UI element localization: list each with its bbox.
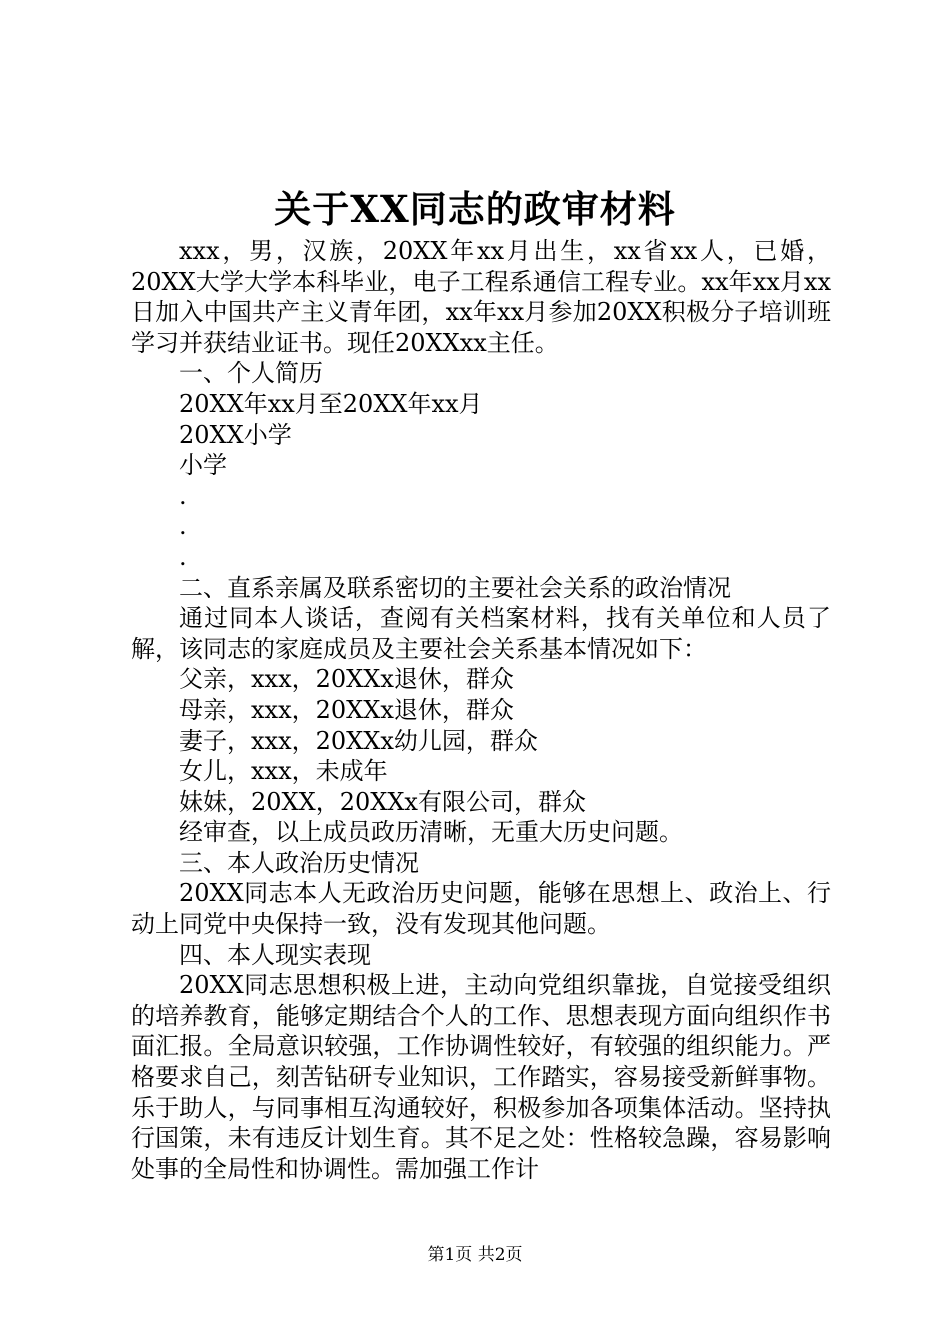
family-member-line: 父亲，xxx，20XXx退休，群众 bbox=[179, 665, 514, 694]
intro-paragraph: xxx，男，汉族，20XX年xx月出生，xx省xx人，已婚，20XX大学大学本科毕业，电子工程系通信工程专业。xx年xx月xx日加入中国共产主义青年团，xx年xx月参加20XX积极分子培训班学习并获结业证书。现任20XXxx主任。 bbox=[131, 237, 831, 357]
page-number-footer: 第1页 共2页 bbox=[427, 1245, 523, 1265]
section-heading-performance: 四、本人现实表现 bbox=[179, 940, 371, 969]
ellipsis-dot: . bbox=[179, 481, 187, 510]
section-heading-political-history: 三、本人政治历史情况 bbox=[179, 848, 419, 877]
political-history-paragraph: 20XX同志本人无政治历史问题，能够在思想上、政治上、行动上同党中央保持一致，没有发现其他问题。 bbox=[131, 879, 831, 939]
resume-line: 小学 bbox=[179, 451, 227, 480]
resume-line: 20XX小学 bbox=[179, 420, 292, 449]
resume-line: 20XX年xx月至20XX年xx月 bbox=[179, 389, 483, 418]
ellipsis-dot: . bbox=[179, 512, 187, 541]
family-member-line: 妹妹，20XX，20XXx有限公司，群众 bbox=[179, 787, 586, 816]
relatives-intro-paragraph: 通过同本人谈话，查阅有关档案材料，找有关单位和人员了解，该同志的家庭成员及主要社会关系基本情况如下： bbox=[131, 604, 831, 663]
section-heading-relatives: 二、直系亲属及联系密切的主要社会关系的政治情况 bbox=[179, 573, 731, 602]
family-member-line: 母亲，xxx，20XXx退休，群众 bbox=[179, 695, 514, 724]
family-member-line: 女儿，xxx，未成年 bbox=[179, 757, 388, 786]
ellipsis-dot: . bbox=[179, 542, 187, 571]
document-body bbox=[131, 236, 831, 1184]
document-title: 关于XX同志的政审材料 bbox=[274, 187, 676, 231]
section-heading-resume: 一、个人简历 bbox=[179, 359, 323, 388]
review-conclusion: 经审查，以上成员政历清晰，无重大历史问题。 bbox=[179, 818, 683, 847]
family-member-line: 妻子，xxx，20XXx幼儿园，群众 bbox=[179, 726, 538, 755]
performance-paragraph: 20XX同志思想积极上进，主动向党组织靠拢，自觉接受组织的培养教育，能够定期结合个人的工作、思想表现方面向组织作书面汇报。全局意识较强，工作协调性较好，有较强的组织能力。严格要求自己，刻苦钻研专业知识，工作踏实，容易接受新鲜事物。乐于助人，与同事相互沟通较好，积极参加各项集体活动。坚持执行国策，未有违反计划生育。其不足之处：性格较急躁，容易影响处事的全局性和协调性。需加强工作计 bbox=[131, 971, 831, 1183]
